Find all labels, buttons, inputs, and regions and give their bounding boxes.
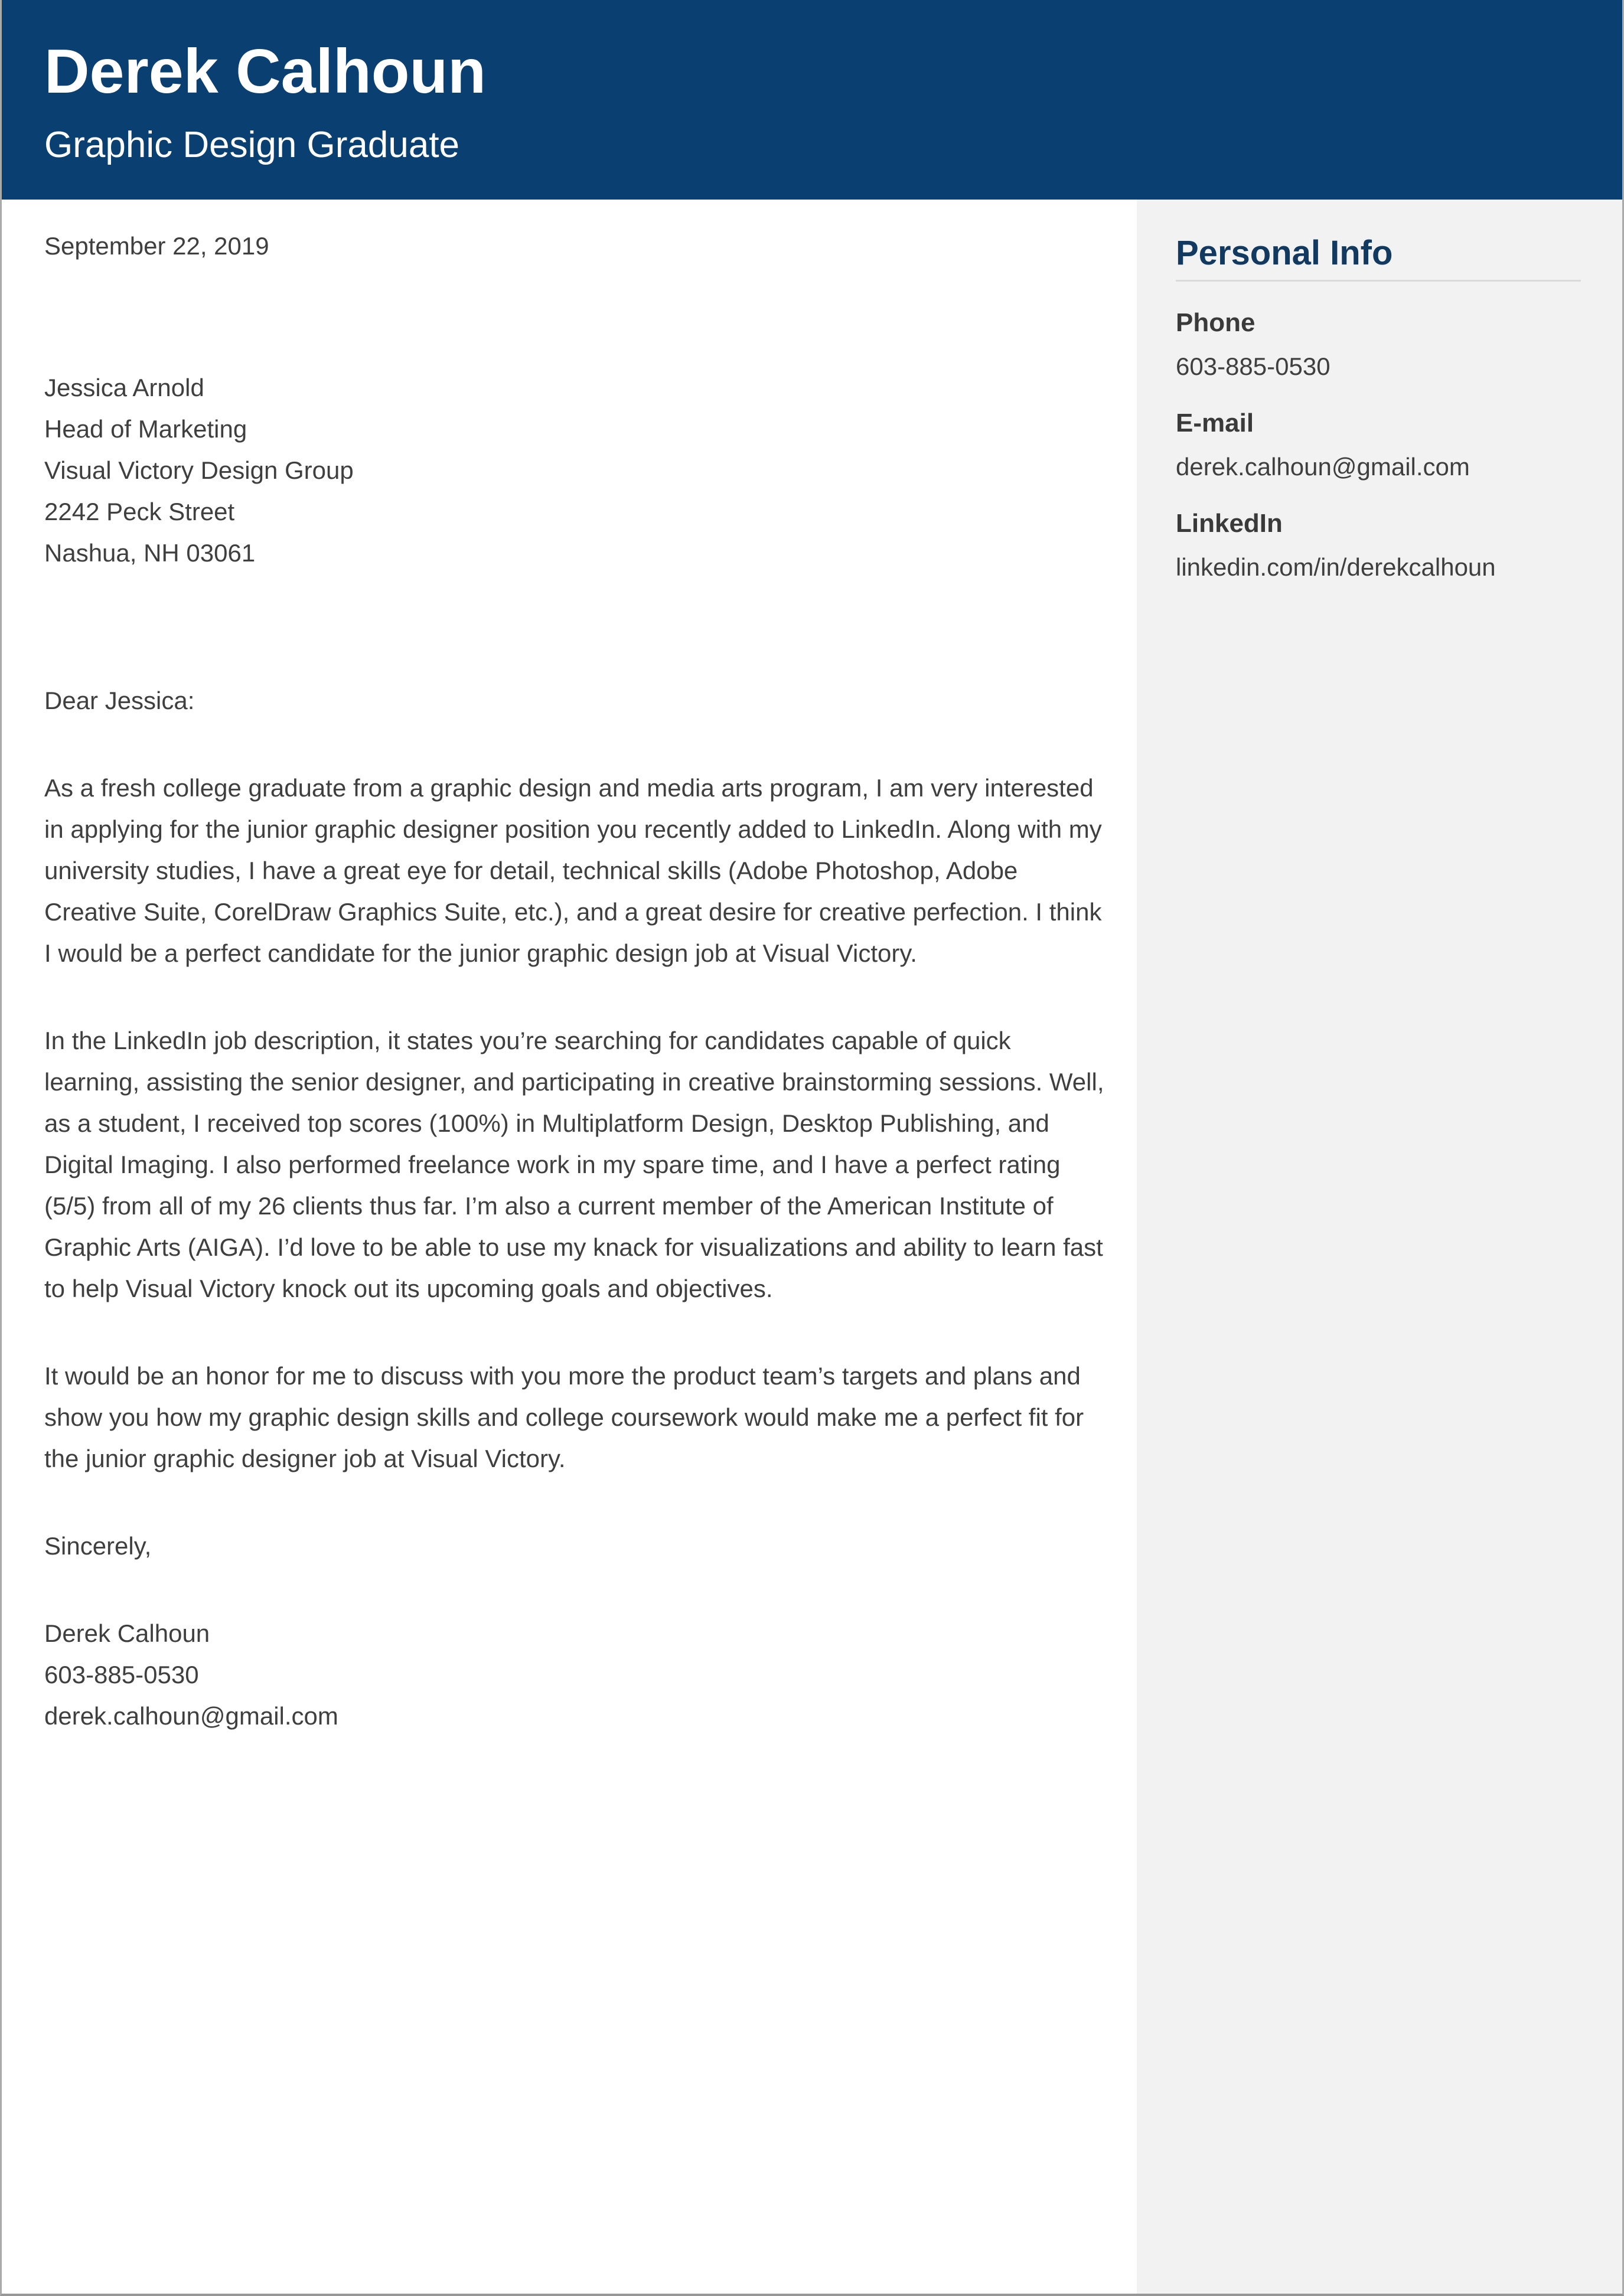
applicant-name: Derek Calhoun: [44, 37, 487, 107]
page-content: [2, 200, 1622, 2294]
recipient-block: [44, 367, 1110, 574]
paragraph-1: As a fresh college graduate from a graphic design and media arts program, I am very interested in applying for the junior graphic designer position you recently added to LinkedIn. Along with my university studies, I have a great eye for detail, technical skills (Adobe Photoshop, Adobe Creative Suite, CorelDraw Graphics Suite, etc.), and a great desire for creative perfection. I think I would be a perfect candidate for the junior graphic design job at Visual Victory.: [44, 774, 1102, 967]
recipient-role: Head of Marketing: [44, 415, 247, 443]
salutation: Dear Jessica:: [44, 687, 195, 714]
recipient-name: Jessica Arnold: [44, 374, 204, 401]
signature-block: [44, 1613, 1110, 1737]
paragraph-3: It would be an honor for me to discuss with you more the product team’s targets and plans and show you how my graphic design skills and college coursework would make me a perfect fit for the junior graphic designer job at Visual Victory.: [44, 1362, 1084, 1472]
personal-info-sidebar: [1137, 200, 1622, 2294]
linkedin-label: LinkedIn: [1176, 509, 1283, 538]
phone-value: 603-885-0530: [1176, 352, 1330, 380]
recipient-company: Visual Victory Design Group: [44, 456, 354, 484]
signature-name: Derek Calhoun: [44, 1619, 210, 1647]
info-group-phone: [1176, 308, 1581, 382]
closing: Sincerely,: [44, 1532, 152, 1560]
header-banner: [2, 0, 1622, 200]
sidebar-divider: [1176, 280, 1581, 282]
signature-phone: 603-885-0530: [44, 1661, 199, 1688]
sidebar-title: Personal Info: [1176, 234, 1393, 272]
recipient-street: 2242 Peck Street: [44, 498, 235, 525]
letter-date: September 22, 2019: [44, 232, 269, 260]
recipient-city: Nashua, NH 03061: [44, 539, 256, 567]
info-group-email: [1176, 408, 1581, 482]
signature-email: derek.calhoun@gmail.com: [44, 1702, 338, 1730]
email-value: derek.calhoun@gmail.com: [1176, 453, 1470, 481]
applicant-title: Graphic Design Graduate: [44, 124, 460, 165]
linkedin-value: linkedin.com/in/derekcalhoun: [1176, 553, 1496, 581]
info-group-linkedin: [1176, 508, 1581, 583]
phone-label: Phone: [1176, 308, 1255, 337]
letter-body: [2, 200, 1137, 1737]
paragraph-2: In the LinkedIn job description, it states you’re searching for candidates capable of quick learning, assisting the senior designer, and participating in creative brainstorming sessions. Well, as a student, I received top scores (100%) in Multiplatform Design, Desktop Publishing, and Digital Imaging. I also performed freelance work in my spare time, and I have a perfect rating (5/5) from all of my 26 clients thus far. I’m also a current member of the American Institute of Graphic Arts (AIGA). I’d love to be able to use my knack for visualizations and ability to learn fast to help Visual Victory knock out its upcoming goals and objectives.: [44, 1027, 1104, 1302]
email-label: E-mail: [1176, 409, 1254, 437]
